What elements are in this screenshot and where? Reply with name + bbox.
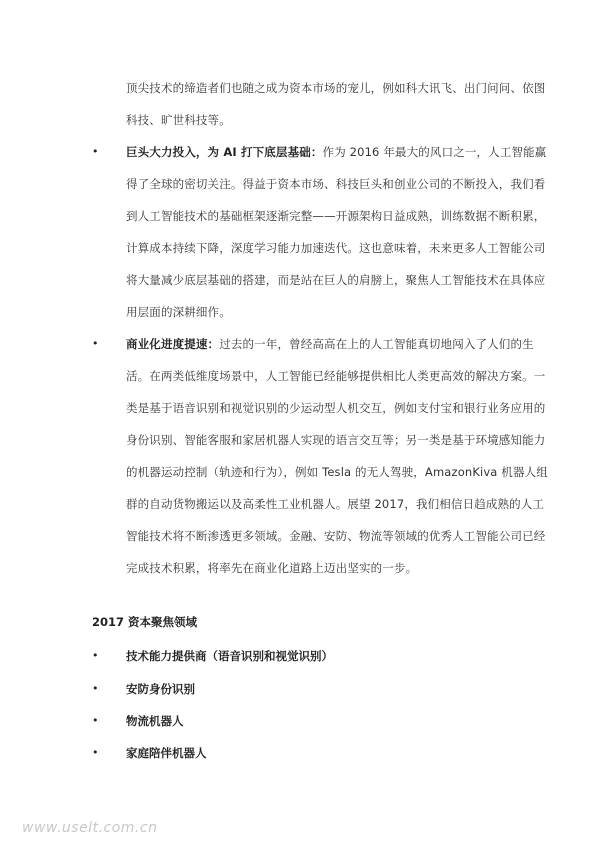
section-heading: 2017 资本聚焦领域 [92, 615, 198, 629]
text-line: 用层面的深耕细作。 [126, 305, 231, 319]
bullet-text: 作为 2016 年最大的风口之一，人工智能赢 [322, 145, 547, 159]
watermark: www.uselt.com.cn [22, 820, 158, 836]
focus-item: 家庭陪伴机器人 [126, 746, 207, 760]
focus-item: 物流机器人 [126, 714, 184, 728]
bullet-dot: • [92, 145, 99, 158]
focus-item: 技术能力提供商（语音识别和视觉识别） [126, 649, 333, 663]
bullet-dot: • [92, 682, 99, 695]
text-line: 活。在两类低维度场景中，人工智能已经能够提供相比人类更高效的解决方案。一 [126, 369, 546, 383]
bullet-lead: 商业化进度提速： [126, 337, 220, 351]
bullet-dot: • [92, 746, 99, 759]
bullet-first-line [126, 144, 546, 160]
text-line: 完成技术积累，将率先在商业化道路上迈出坚实的一步。 [126, 561, 418, 575]
text-line: 智能技术将不断渗透更多领域。金融、安防、物流等领域的优秀人工智能公司已经 [126, 529, 546, 543]
bullet-first-line [126, 336, 534, 352]
text-line: 科技、旷世科技等。 [126, 113, 231, 127]
bullet-text: 过去的一年，曾经高高在上的人工智能真切地闯入了人们的生 [219, 337, 534, 351]
text-line: 类是基于语音识别和视觉识别的少运动型人机交互，例如支付宝和银行业务应用的 [126, 401, 546, 415]
bullet-dot: • [92, 714, 99, 727]
text-line: 到人工智能技术的基础框架逐渐完整——开源架构日益成熟，训练数据不断积累， [126, 209, 546, 223]
text-line: 得了全球的密切关注。得益于资本市场、科技巨头和创业公司的不断投入，我们看 [126, 177, 546, 191]
text-line: 身份识别、智能客服和家居机器人实现的语言交互等；另一类是基于环境感知能力 [126, 433, 546, 447]
text-line: 顶尖技术的缔造者们也随之成为资本市场的宠儿，例如科大讯飞、出门问问、依图 [126, 81, 546, 95]
text-line: 将大量减少底层基础的搭建，而是站在巨人的肩膀上，聚焦人工智能技术在具体应 [126, 273, 546, 287]
bullet-dot: • [92, 337, 99, 350]
bullet-dot: • [92, 649, 99, 662]
focus-item: 安防身份识别 [126, 682, 195, 696]
bullet-lead: 巨头大力投入，为 AI 打下底层基础： [126, 145, 323, 159]
text-line: 的机器运动控制（轨迹和行为），例如 Tesla 的无人驾驶，AmazonKiva 机器人组 [126, 465, 548, 479]
text-line: 计算成本持续下降，深度学习能力加速迭代。这也意味着，未来更多人工智能公司 [126, 241, 546, 255]
text-line: 群的自动货物搬运以及高柔性工业机器人。展望 2017，我们相信日趋成熟的人工 [126, 497, 545, 511]
